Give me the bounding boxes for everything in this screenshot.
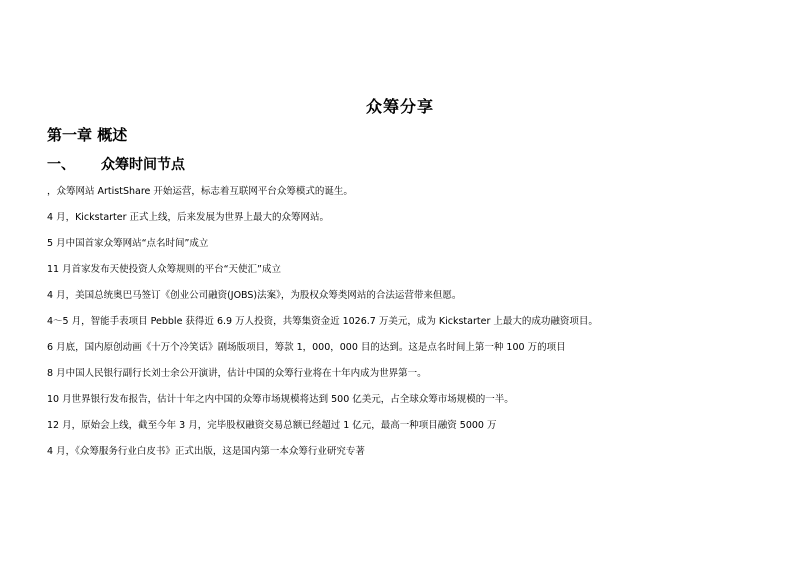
- chapter-heading: 第一章 概述: [47, 126, 128, 144]
- section-title: 众筹时间节点: [101, 157, 185, 173]
- timeline-entry: ，众筹网站 ArtistShare 开始运营，标志着互联网平台众筹模式的诞生。: [47, 186, 353, 197]
- timeline-entry: 5 月中国首家众筹网站“点名时间”成立: [47, 238, 209, 249]
- timeline-entry: 6 月底，国内原创动画《十万个冷笑话》剧场版项目，筹款 1，000，000 目的达到。这是点名时间上第一种 100 万的项目: [47, 342, 566, 353]
- timeline-list: [47, 184, 767, 470]
- document-title: 众筹分享: [365, 97, 434, 116]
- timeline-entry: 11 月首家发布天使投资人众筹规则的平台“天使汇”成立: [47, 264, 281, 275]
- timeline-entry: 12 月，原始会上线，截至今年 3 月，完毕股权融资交易总额已经超过 1 亿元，最高一种项目融资 5000 万: [47, 420, 497, 431]
- timeline-entry: 8 月中国人民银行副行长刘士余公开演讲，估计中国的众筹行业将在十年内成为世界第一。: [47, 368, 427, 379]
- timeline-entry: 4 月，《众筹服务行业白皮书》正式出版，这是国内第一本众筹行业研究专著: [47, 446, 365, 457]
- section-number: 一、: [47, 157, 75, 173]
- timeline-entry: 10 月世界银行发布报告，估计十年之内中国的众筹市场规模将达到 500 亿美元，占全球众筹市场规模的一半。: [47, 394, 514, 405]
- section-heading: [47, 154, 185, 174]
- timeline-entry: 4 月，美国总统奥巴马签订《创业公司融资(JOBS)法案》，为股权众筹类网站的合法运营带来但愿。: [47, 290, 462, 301]
- timeline-entry: 4～5 月，智能手表项目 Pebble 获得近 6.9 万人投资，共筹集资金近 1026.7 万美元，成为 Kickstarter 上最大的成功融资项目。: [47, 316, 598, 327]
- timeline-entry: 4 月，Kickstarter 正式上线，后来发展为世界上最大的众筹网站。: [47, 212, 330, 223]
